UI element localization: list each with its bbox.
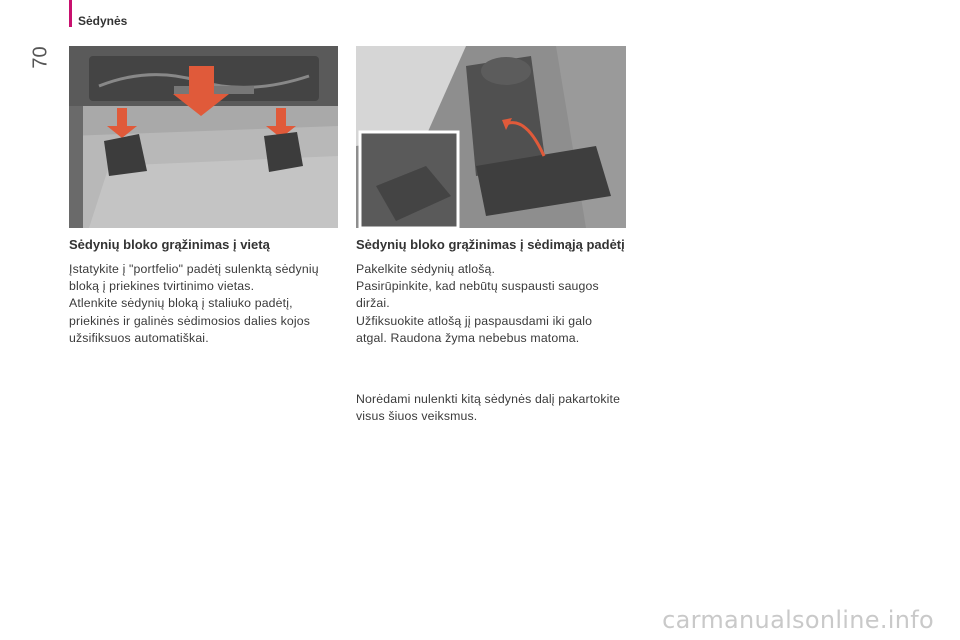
left-paragraph: Įstatykite į "portfelio" padėtį sulenktą sėdynių bloką į priekines tvirtinimo vietas. <box>69 262 319 294</box>
seat-anchors-photo <box>69 46 338 228</box>
right-body <box>356 261 626 425</box>
right-paragraph: Pasirūpinkite, kad nebūtų suspausti saugos diržai. <box>356 279 599 311</box>
right-note: Norėdami nulenkti kitą sėdynės dalį pakartokite visus šiuos veiksmus. <box>356 392 621 424</box>
right-heading: Sėdynių bloko grąžinimas į sėdimąją padėtį <box>356 237 625 252</box>
right-column <box>356 238 626 425</box>
left-column <box>69 238 344 347</box>
right-paragraph: Užfiksuokite atlošą jį paspausdami iki galo atgal. Raudona žyma nebebus matoma. <box>356 313 593 345</box>
left-body <box>69 261 344 347</box>
left-paragraph: Atlenkite sėdynių bloką į staliuko padėtį, priekinės ir galinės sėdimosios dalies kojos užsifiksuos automatiškai. <box>69 296 311 345</box>
section-label: Sėdynės <box>78 14 128 28</box>
left-heading: Sėdynių bloko grąžinimas į vietą <box>69 237 270 252</box>
spacer <box>356 347 626 391</box>
seat-raise-photo <box>356 46 626 228</box>
right-paragraph: Pakelkite sėdynių atlošą. <box>356 262 496 276</box>
accent-bar <box>69 0 72 27</box>
watermark: carmanualsonline.info <box>662 606 934 634</box>
page-number: 70 <box>29 46 52 69</box>
